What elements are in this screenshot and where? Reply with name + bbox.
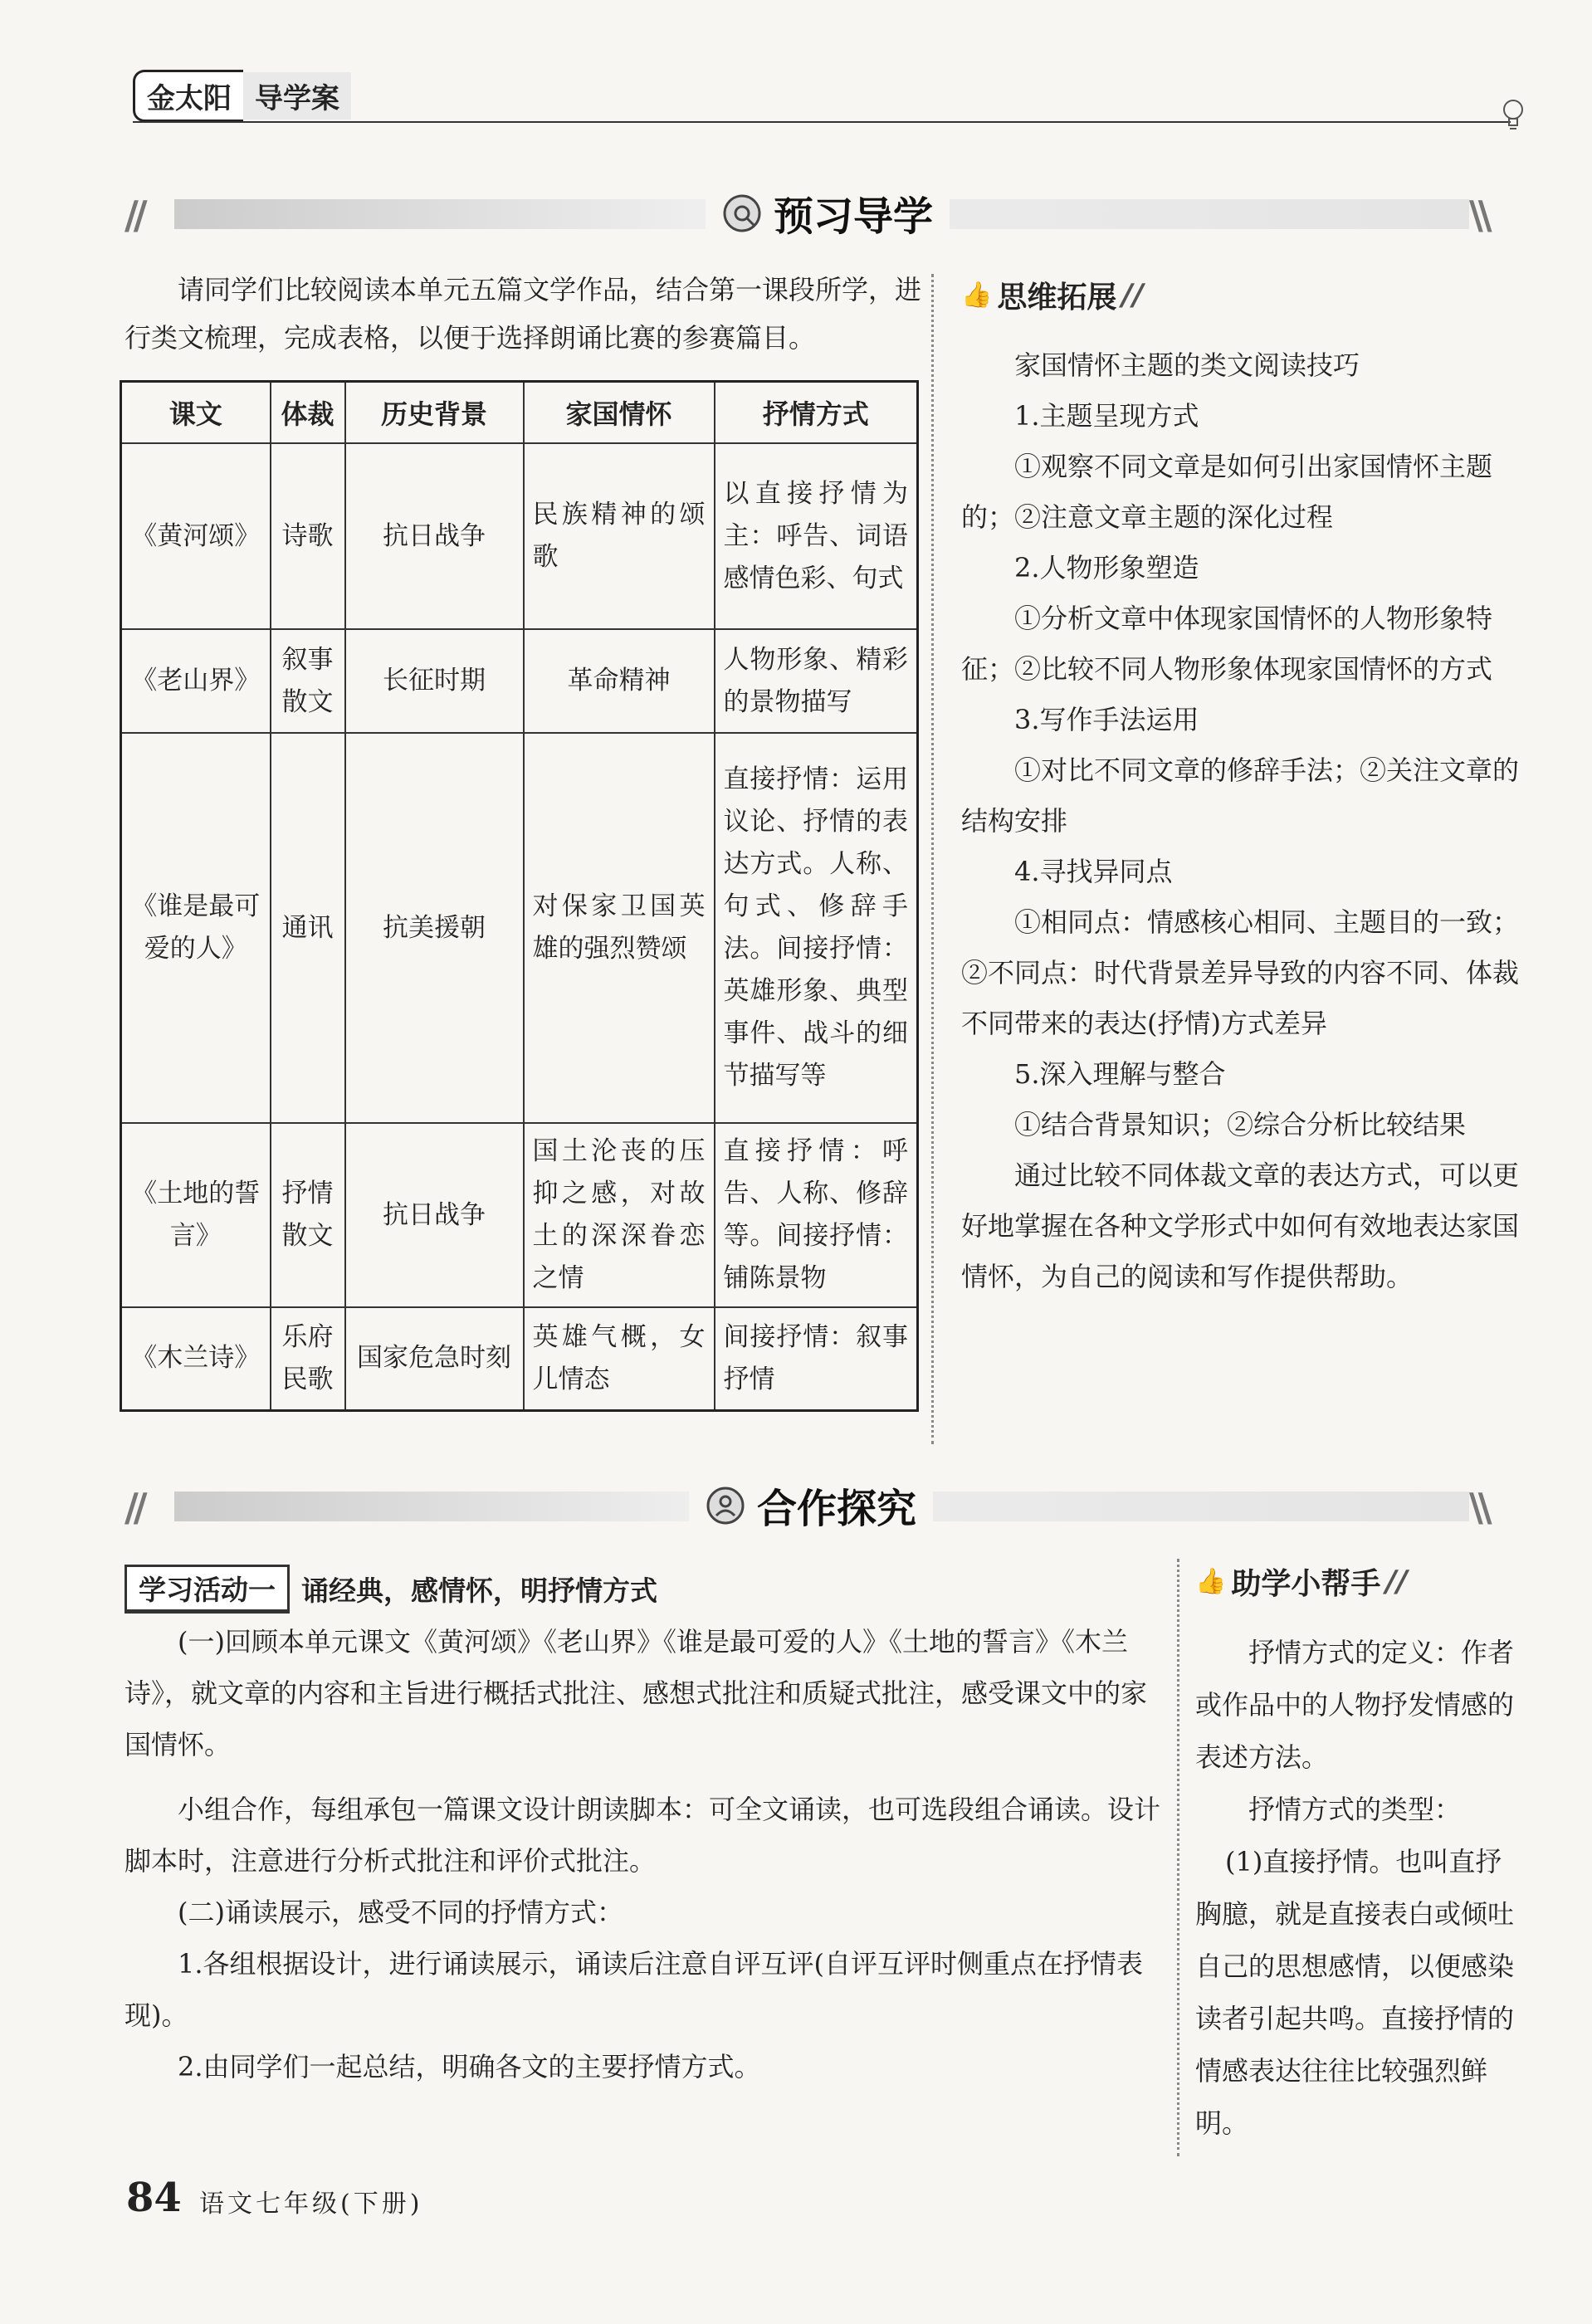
think-heading: 👍 思维拓展 // xyxy=(961,278,1144,315)
think-line: 5.深入理解与整合 xyxy=(1014,1058,1226,1090)
helper-paragraph: 抒情方式的定义：作者或作品中的人物抒发情感的表述方法。 xyxy=(1195,1637,1515,1773)
activity-body xyxy=(125,1616,1162,2092)
table-row xyxy=(121,1123,918,1307)
think-line: 4.寻找异同点 xyxy=(1014,856,1173,887)
table-cell: 《土地的誓言》 xyxy=(121,1123,271,1307)
col-header-text: 课文 xyxy=(121,382,271,444)
brand-name: 金太阳 xyxy=(133,70,243,122)
table-cell: 抒情散文 xyxy=(271,1123,345,1307)
slash-decoration-icon: // xyxy=(1121,278,1144,312)
table-cell: 《谁是最可爱的人》 xyxy=(121,733,271,1123)
col-header-background: 历史背景 xyxy=(345,382,524,444)
helper-paragraph: 抒情方式的类型： xyxy=(1248,1794,1462,1825)
column-divider xyxy=(931,274,934,1444)
think-line: 1.主题呈现方式 xyxy=(1014,400,1199,432)
table-cell: 抗日战争 xyxy=(345,1123,524,1307)
section-title-preview: 预习导学 xyxy=(706,184,950,242)
table-cell: 国土沦丧的压抑之感，对故土的深深眷恋之情 xyxy=(524,1123,715,1307)
table-cell: 抗美援朝 xyxy=(345,733,524,1123)
col-header-genre: 体裁 xyxy=(271,382,345,444)
column-divider xyxy=(1177,1559,1179,2156)
section-banner-preview: // \\ 预习导学 xyxy=(125,181,1519,247)
table-cell: 对保家卫国英雄的强烈赞颂 xyxy=(524,733,715,1123)
thumbs-up-icon: 👍 xyxy=(961,281,993,310)
table-cell: 通讯 xyxy=(271,733,345,1123)
table-cell: 乐府民歌 xyxy=(271,1307,345,1410)
activity-paragraph: 小组合作，每组承包一篇课文设计朗读脚本：可全文诵读，也可选段组合诵读。设计脚本时，注意进行分析式批注和评价式批注。 xyxy=(125,1794,1161,1877)
table-cell: 抗日战争 xyxy=(345,443,524,629)
brand-logo xyxy=(133,73,351,118)
think-body xyxy=(961,340,1526,1302)
think-line: 家国情怀主题的类文阅读技巧 xyxy=(1014,349,1360,381)
table-header-row xyxy=(121,382,918,444)
activity-paragraph: (二)诵读展示，感受不同的抒情方式： xyxy=(178,1897,623,1928)
col-header-patriotism: 家国情怀 xyxy=(524,382,715,444)
table-cell: 人物形象、精彩的景物描写 xyxy=(715,629,918,733)
thumbs-up-icon: 👍 xyxy=(1195,1567,1227,1596)
preview-icon xyxy=(722,193,762,233)
helper-body xyxy=(1195,1627,1527,2150)
activity-heading xyxy=(125,1565,657,1614)
think-line: ①对比不同文章的修辞手法；②关注文章的结构安排 xyxy=(961,754,1520,837)
section-title-cooperate: 合作探究 xyxy=(689,1477,933,1534)
table-cell: 叙事散文 xyxy=(271,629,345,733)
comparison-table xyxy=(120,380,919,1412)
book-title: 语文七年级(下册) xyxy=(199,2190,423,2219)
table-row xyxy=(121,1307,918,1410)
activity-title: 诵经典，感情怀，明抒情方式 xyxy=(301,1575,657,1607)
think-line: 2.人物形象塑造 xyxy=(1014,552,1199,583)
think-line: ①结合背景知识；②综合分析比较结果 xyxy=(1014,1109,1467,1140)
think-line: ①相同点：情感核心相同、主题目的一致；②不同点：时代背景差异导致的内容不同、体裁不同带来的表达(抒情)方式差异 xyxy=(961,906,1520,1039)
slash-decoration-icon: // xyxy=(1385,1565,1408,1599)
activity-paragraph: (一)回顾本单元课文《黄河颂》《老山界》《谁是最可爱的人》《土地的誓言》《木兰诗》，就文章的内容和主旨进行概括式批注、感想式批注和质疑式批注，感受课文中的家国情怀。 xyxy=(125,1626,1148,1760)
think-line: ①观察不同文章是如何引出家国情怀主题的；②注意文章主题的深化过程 xyxy=(961,451,1493,533)
table-cell: 长征时期 xyxy=(345,629,524,733)
brand-series: 导学案 xyxy=(243,72,351,120)
table-cell: 间接抒情：叙事抒情 xyxy=(715,1307,918,1410)
activity-paragraph: 2.由同学们一起总结，明确各文的主要抒情方式。 xyxy=(178,2051,761,2082)
think-line: 通过比较不同体裁文章的表达方式，可以更好地掌握在各种文学形式中如何有效地表达家国情怀，为自己的阅读和写作提供帮助。 xyxy=(961,1160,1520,1292)
section-banner-cooperate: // \\ 合作探究 xyxy=(125,1473,1519,1540)
table-cell: 国家危急时刻 xyxy=(345,1307,524,1410)
header-rule xyxy=(133,121,1511,123)
table-row xyxy=(121,629,918,733)
col-header-lyric-mode: 抒情方式 xyxy=(715,382,918,444)
table-cell: 民族精神的颂歌 xyxy=(524,443,715,629)
table-cell: 诗歌 xyxy=(271,443,345,629)
table-cell: 革命精神 xyxy=(524,629,715,733)
table-cell: 《木兰诗》 xyxy=(121,1307,271,1410)
table-cell: 英雄气概，女儿情态 xyxy=(524,1307,715,1410)
activity-paragraph: 1.各组根据设计，进行诵读展示，诵读后注意自评互评(自评互评时侧重点在抒情表现)。 xyxy=(125,1948,1144,2031)
intro-paragraph: 请同学们比较阅读本单元五篇文学作品，结合第一课段所学，进行类文梳理，完成表格，以便于选择朗诵比赛的参赛篇目。 xyxy=(125,274,922,354)
table-row xyxy=(121,733,918,1123)
cooperate-icon xyxy=(706,1486,745,1526)
page-number: 84 xyxy=(126,2175,182,2221)
table-row xyxy=(121,443,918,629)
activity-tag: 学习活动一 xyxy=(125,1565,290,1614)
think-line: 3.写作手法运用 xyxy=(1014,704,1199,735)
lightbulb-icon xyxy=(1501,98,1526,131)
table-cell: 直接抒情：呼告、人称、修辞等。间接抒情：铺陈景物 xyxy=(715,1123,918,1307)
table-cell: 《黄河颂》 xyxy=(121,443,271,629)
table-cell: 以直接抒情为主：呼告、词语感情色彩、句式 xyxy=(715,443,918,629)
think-line: ①分析文章中体现家国情怀的人物形象特征；②比较不同人物形象体现家国情怀的方式 xyxy=(961,603,1493,685)
helper-paragraph: (1)直接抒情。也叫直抒胸臆，就是直接表白或倾吐自己的思想感情，以便感染读者引起共鸣。直接抒情的情感表达往往比较强烈鲜明。 xyxy=(1195,1846,1515,2139)
table-cell: 《老山界》 xyxy=(121,629,271,733)
helper-heading: 👍 助学小帮手 // xyxy=(1195,1565,1408,1601)
table-cell: 直接抒情：运用议论、抒情的表达方式。人称、句式、修辞手法。间接抒情：英雄形象、典型事件、战斗的细节描写等 xyxy=(715,733,918,1123)
